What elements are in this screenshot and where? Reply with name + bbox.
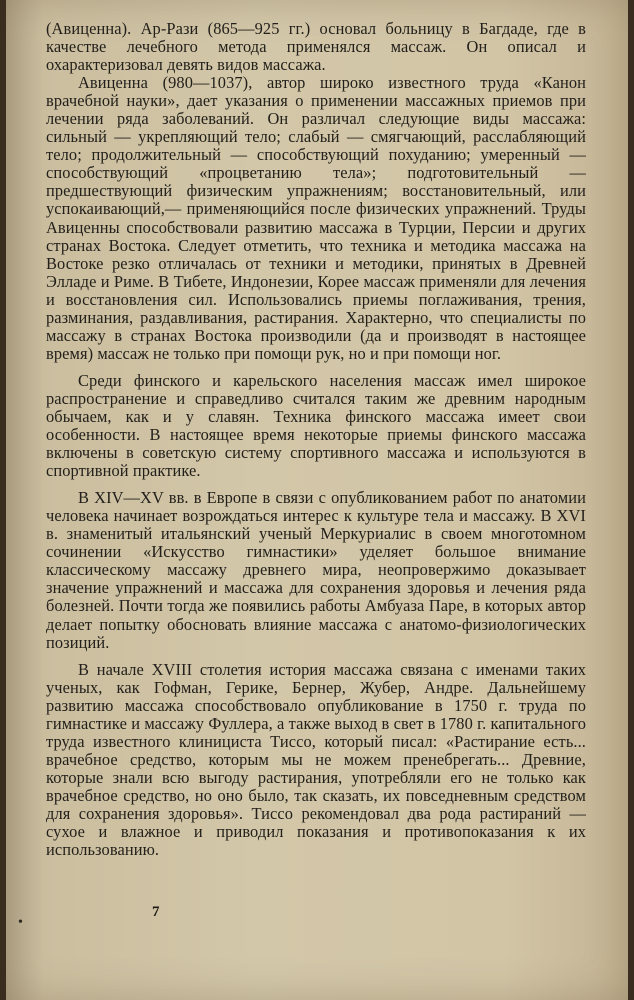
- body-text: [46, 20, 586, 859]
- book-page: [6, 0, 628, 1000]
- margin-mark: •: [18, 915, 23, 930]
- paragraph-europe-renaissance: В XIV—XV вв. в Европе в связи с опубликованием работ по анатомии человека начинает возрождаться интерес к культуре тела и массажу. В XVI в. знаменитый итальянский ученый Меркуриалис в своем многотомном сочинении «Искусство гимнастики» уделяет большое внимание классическому массажу древнего мира, неопровержимо доказывает значение упражнений и массажа для сохранения здоровья и лечения ряда болезней. Почти тогда же появились работы Амбуаза Паре, в которых автор делает попытку обосновать влияние массажа с анатомо-физиологических позиций.: [46, 488, 586, 652]
- paragraph-continued: (Авиценна). Ар-Рази (865—925 гг.) основал больницу в Багдаде, где в качестве лечебного метода применялся массаж. Он описал и охарактеризовал девять видов массажа.: [46, 19, 586, 75]
- paragraph-eighteenth-century: В начале XVIII столетия история массажа связана с именами таких ученых, как Гофман, Герике, Бернер, Жубер, Андре. Дальнейшему развитию массажа способствовало опубликование в 1750 г. труда по гимнастике и массажу Фуллера, а также выход в свет в 1780 г. капитального труда известного клинициста Тиссо, который писал: «Растирание есть... врачебное средство, которым мы не можем пренебрегать... Древние, которые знали всю выгоду растирания, употребляли его не только как врачебное средство, но оно было, так сказать, их повседневным средством для сохранения здоровья». Тиссо рекомендовал два рода растираний — сухое и влажное и приводил показания и противопоказания к их использованию.: [46, 659, 586, 860]
- page-number: 7: [152, 904, 160, 920]
- paragraph-finnish-massage: Среди финского и карельского населения массаж имел широкое распространение и справедливо считался таким же древним народным обычаем, как и у славян. Техника финского массажа имеет свои особенности. В настоящее время некоторые приемы финского массажа включены в советскую систему спортивного массажа и используются в спортивной практике.: [46, 370, 586, 481]
- paragraph-avicenna: Авиценна (980—1037), автор широко известного труда «Канон врачебной науки», дает указания о применении массажных приемов при лечении ряда заболеваний. Он различал следующие виды массажа: сильный — укрепляющий тело; слабый — смягчающий, расслабляющий тело; продолжительный — способствующий похуданию; умеренный — способствующий «процветанию тела»; подготовительный — предшествующий физическим упражнениям; восстановительный, или успокаивающий,— применяющийся после физических упражнений. Труды Авиценны способствовали развитию массажа в Турции, Персии и других странах Востока. Следует отметить, что техника и методика массажа на Востоке резко отличалась от техники и методики, принятых в Древней Элладе и Риме. В Тибете, Индонезии, Корее массаж применяли для лечения и восстановления сил. Использовались приемы поглаживания, трения, разминания, раздавливания, растирания. Характерно, что специалисты по массажу в странах Востока производили (да и производят в настоящее время) массаж не только при помощи рук, но и при помощи ног.: [46, 73, 586, 363]
